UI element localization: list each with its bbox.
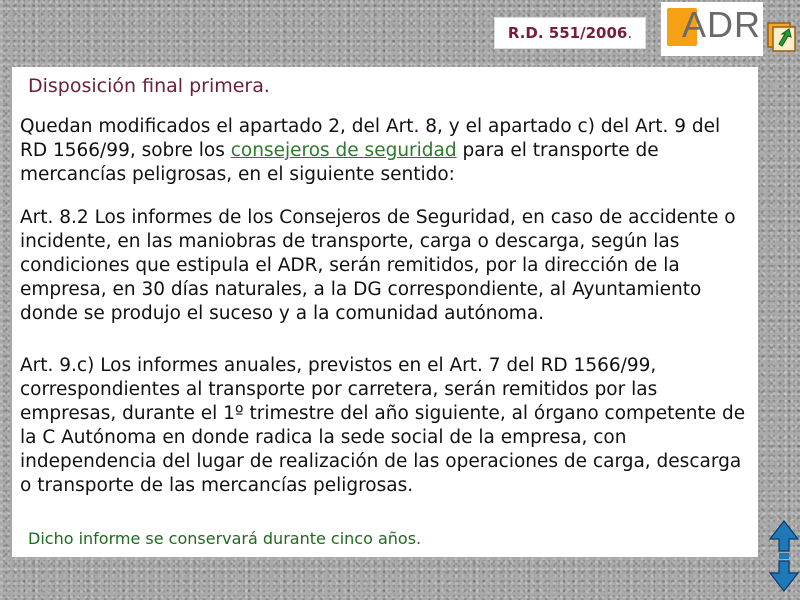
paragraph-art-9c: Art. 9.c) Los informes anuales, previstos en el Art. 7 del RD 1566/99, correspondientes al transporte por carretera, serán remitidos por las empresas, durante el 1º trimestre del año siguiente, al órgano competente de la C Autónoma en donde radica la sede social de la empresa, con independencia del lugar de realización de las operaciones de carga, descarga o transporte de las mercancías peligrosas. <box>20 355 746 496</box>
retention-note: Dicho informe se conservará durante cinco años. <box>28 529 422 548</box>
reference-text: R.D. 551/2006 <box>507 24 628 42</box>
scroll-navigation-button[interactable] <box>768 519 800 593</box>
paragraph-intro <box>20 115 750 187</box>
consejeros-link[interactable]: consejeros de seguridad <box>230 140 457 161</box>
reference-suffix: . <box>627 24 633 42</box>
adr-logo <box>661 2 763 56</box>
logo-text: ADR <box>682 4 762 45</box>
content-panel <box>12 67 758 557</box>
paragraph-art-8-2: Art. 8.2 Los informes de los Consejeros de Seguridad, en caso de accidente o incidente, en las maniobras de transporte, carga o descarga, según las condiciones que estipula el ADR, serán remitidos, por la dirección de la empresa, en 30 días naturales, a la DG correspondiente, al Ayuntamiento donde se produjo el suceso y a la comunidad autónoma. <box>20 207 736 324</box>
up-down-arrows-icon <box>768 519 800 593</box>
forward-button[interactable] <box>767 20 800 54</box>
paragraph-intro-end: para el transporte de mercancías peligrosas, en el siguiente sentido: <box>20 140 659 185</box>
forward-arrow-icon <box>767 20 800 54</box>
section-heading: Disposición final primera. <box>28 75 270 97</box>
reference-label <box>494 17 646 49</box>
paragraph-intro-start: Quedan modificados el apartado 2, del Art. 8, y el apartado c) del Art. 9 del RD 1566/99, sobre los <box>20 116 721 161</box>
